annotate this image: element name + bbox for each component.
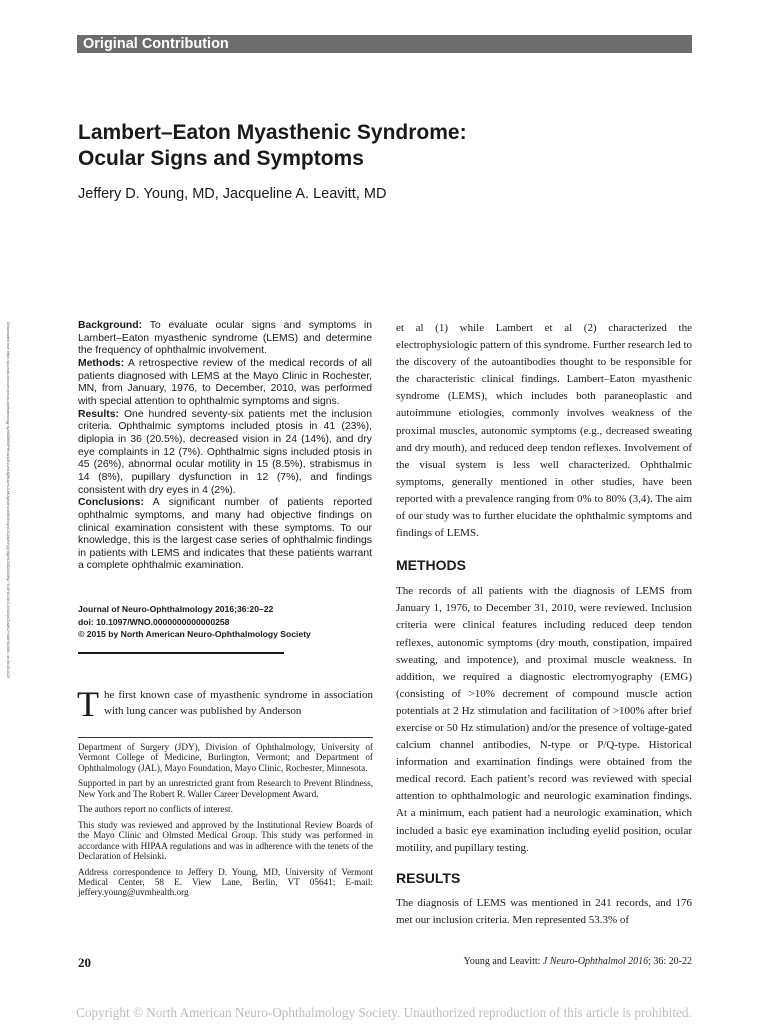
abstract-results <box>78 409 372 498</box>
methods-heading: METHODS <box>396 557 466 574</box>
citation-copyright: © 2015 by North American Neuro-Ophthalmology Society <box>78 629 311 639</box>
page-number: 20 <box>78 955 91 970</box>
results-paragraph: The diagnosis of LEMS was mentioned in 241 records, and 176 met our inclusion criteria. Men represented 53.3% of <box>396 896 692 926</box>
section-banner-label: Original Contribution <box>83 36 229 52</box>
affiliation-funding: Supported in part by an unrestricted grant from Research to Prevent Blindness, New York and The Robert R. Waller Career Development Award. <box>78 778 373 799</box>
abstract-conclusions-text: A significant number of patients reported ophthalmic symptoms, and many had objective findings on clinical examination consistent with these symptoms. To our knowledge, this is the largest case series of ophthalmic findings in patients with LEMS and indicates that these patients warrant a complete ophthalmic examination. <box>78 497 372 572</box>
running-footer <box>464 956 692 967</box>
affiliation-correspondence: Address correspondence to Jeffery D. Young, MD, University of Vermont Medical Center, 58 E. View Lane, Berlin, VT 05641; E-mail: jeffery.young@uvmhealth.org <box>78 866 373 898</box>
intro-text: he first known case of myasthenic syndrome in association with lung cancer was published by Anderson <box>104 689 373 717</box>
intro-paragraph <box>77 684 373 724</box>
abstract-divider <box>78 652 284 654</box>
citation-journal: Journal of Neuro-Ophthalmology 2016;36:20–22 <box>78 604 274 614</box>
methods-paragraph: The records of all patients with the diagnosis of LEMS from January 1, 1976, to December 31, 2010, were reviewed. Inclusion criteria were clinical features including reduced deep tendon reflexes, autonomic symptoms (dry mouth, constipation, impaired sweating, and impotence), and proximal muscle weakness. In addition, we required a diagnostic electromyography (EMG) (consisting of >10% decrement of compound muscle action potentials at 2 Hz stimulation and facilitation of >100% after brief exercise or 50 Hz stimulation) and/or the presence of voltage-gated calcium channel antibodies, N-type or P/Q-type. Historical information and examination findings were obtained from the medical record. Each patient’s record was reviewed with special attention to ophthalmologic and neurologic examination findings. At a minimum, each patient had a neurologic examination, which included a basic eye examination including eyelid position, ocular motility, and pupillary testing. <box>396 585 692 854</box>
article-title <box>78 120 638 172</box>
footer-journal: J Neuro-Ophthalmol 2016 <box>542 956 649 967</box>
drop-cap: T <box>77 684 99 724</box>
abstract-conclusions-label: Conclusions: <box>78 497 144 509</box>
footer-volume: ; 36: 20-22 <box>648 956 692 967</box>
article-authors: Jeffery D. Young, MD, Jacqueline A. Leavitt, MD <box>78 186 387 202</box>
article-title-line-1: Lambert–Eaton Myasthenic Syndrome: <box>78 121 467 144</box>
download-notice-text: Downloaded from https://journals.lww.com/jneuro-ophthalmology by BhDMf5ePHKav1zEoum1tQfN4a+kJLhEZgbsIHo4XMi0hCywCX1AWnYQp/IlQrHD3i3D0OdRyi7TvSFl4Cf3VC4/OAVpDDa8K2+Ya6H515kE= on 06/10/2025 <box>6 321 10 679</box>
abstract-background-label: Background: <box>78 320 143 331</box>
abstract <box>78 320 372 573</box>
right-column <box>396 320 692 929</box>
citation-block <box>78 603 378 641</box>
abstract-background-text: To evaluate ocular signs and symptoms in Lambert–Eaton myasthenic syndrome (LEMS) and determine the frequency of ophthalmic involvement. <box>78 320 372 357</box>
abstract-results-text: One hundred seventy-six patients met the inclusion criteria. Ophthalmic symptoms included ptosis in 41 (23%), diplopia in 36 (20.5%), decreased vision in 24 (14%), and dry eye complaints in 12 (7%). Ophthalmic signs included ptosis in 45 (26%), abnormal ocular motility in 15 (8.5%), strabismus in 14 (8%), pupillary dysfunction in 12 (7%), and findings consistent with dry eyes in 4 (2%). <box>78 408 372 496</box>
abstract-background <box>78 320 372 358</box>
affiliation-conflicts: The authors report no conflicts of interest. <box>78 804 233 815</box>
abstract-conclusions <box>78 497 372 573</box>
abstract-results-label: Results: <box>78 408 119 420</box>
footer-authors: Young and Leavitt: <box>463 956 543 967</box>
affiliation-irb: This study was reviewed and approved by the Institutional Review Boards of the Mayo Clinic and Olmsted Medical Group. This study was performed in accordance with HIPAA regulations and was in adherence with the tenets of the Declaration of Helsinki. <box>78 819 373 861</box>
copyright-notice: Copyright © North American Neuro-Ophthalmology Society. Unauthorized reproduction of this article is prohibited. <box>76 1005 692 1020</box>
affiliations-footnote <box>78 742 373 903</box>
download-notice <box>3 250 13 750</box>
article-title-line-2: Ocular Signs and Symptoms <box>78 147 364 170</box>
footnote-divider <box>78 737 373 738</box>
results-heading: RESULTS <box>396 869 461 886</box>
intro-continued: et al (1) while Lambert et al (2) characterized the electrophysiologic pattern of this syndrome. Further research led to the discovery of the autoantibodies thought to be responsible for the characteristic clinical findings. Lambert–Eaton myasthenic syndrome (LEMS), which includes both paraneoplastic and autoimmune etiologies, commonly involves weakness of the proximal muscles, autonomic symptoms (e.g., decreased sweating and dry mouth), and reduced deep tendon reflexes. Involvement of the visual system is less well characterized. Ophthalmic symptoms, generally mentioned in other studies, have been reported with a prevalence ranging from 0% to 80% (3,4). The aim of our study was to further elucidate the ophthalmic symptoms and findings of LEMS. <box>396 322 692 540</box>
abstract-methods-text: A retrospective review of the medical records of all patients diagnosed with LEMS at the Mayo Clinic in Rochester, MN, from January, 1976, to December, 2010, was performed with special attention to ophthalmic symptoms and signs. <box>78 357 372 407</box>
citation-doi[interactable]: doi: 10.1097/WNO.0000000000000258 <box>78 616 230 627</box>
section-banner <box>77 35 692 53</box>
abstract-methods <box>78 358 372 409</box>
abstract-methods-label: Methods: <box>78 357 125 369</box>
affiliation-departments: Department of Surgery (JDY), Division of Ophthalmology, University of Vermont College of Medicine, Burlington, Vermont; and Department of Ophthalmology (JAL), Mayo Foundation, Mayo Clinic, Rochester, Minnesota. <box>78 742 373 773</box>
